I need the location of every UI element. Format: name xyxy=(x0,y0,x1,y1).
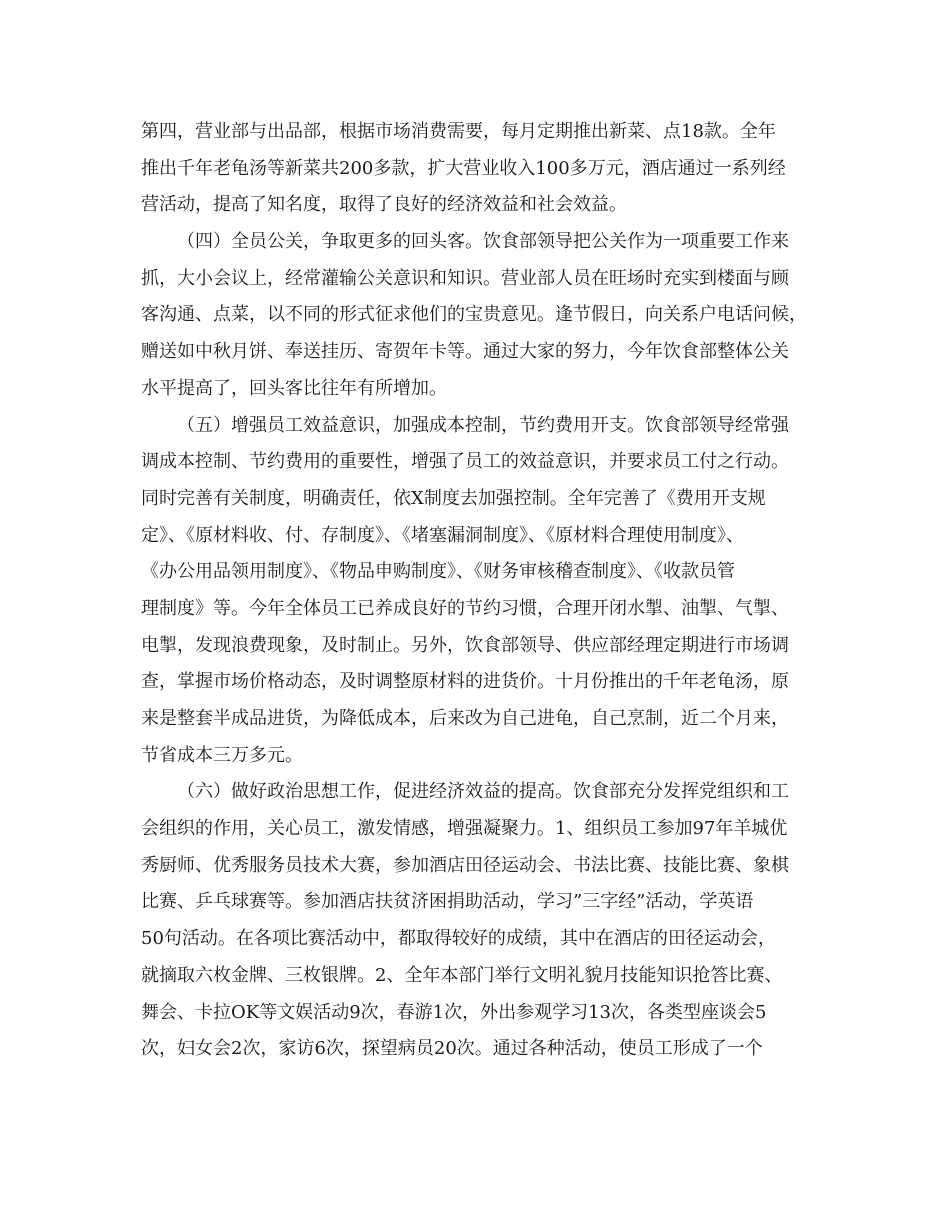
text-line: 50句活动。在各项比赛活动中，都取得较好的成绩，其中在酒店的田径运动会， xyxy=(141,928,776,950)
text-line: 《办公用品领用制度》、《物品申购制度》、《财务审核稽查制度》、《收款员管 xyxy=(141,561,735,583)
text-line: 舞会、卡拉OK等文娱活动9次，春游1次，外出参观学习13次，各类型座谈会5 xyxy=(141,1001,767,1023)
text-line: 赠送如中秋月饼、奉送挂历、寄贺年卡等。通过大家的努力，今年饮食部整体公关 xyxy=(141,341,789,363)
text-line: 第四，营业部与出品部，根据市场消费需要，每月定期推出新菜、点18款。全年 xyxy=(141,121,776,142)
text-line: 电掣，发现浪费现象，及时制止。另外，饮食部领导、供应部经理定期进行市场调 xyxy=(141,634,789,656)
text-line: 节省成本三万多元。 xyxy=(141,744,303,766)
text-line: 就摘取六枚金牌、三枚银牌。2、全年本部门举行文明礼貌月技能知识抢答比赛、 xyxy=(141,964,783,986)
text-line: 定》、《原材料收、付、存制度》、《堵塞漏洞制度》、《原材料合理使用制度》、 xyxy=(141,524,744,546)
text-line: 次，妇女会2次，家访6次，探望病员20次。通过各种活动，使员工形成了一个 xyxy=(141,1038,763,1060)
document-body xyxy=(141,114,831,1068)
paragraph-start-line: （四）全员公关，争取更多的回头客。饮食部领导把公关作为一项重要工作来 xyxy=(177,231,789,253)
text-line: 同时完善有关制度，明确责任，依X制度去加强控制。全年完善了《费用开支规 xyxy=(141,487,766,509)
text-line: 查，掌握市场价格动态，及时调整原材料的进货价。十月份推出的千年老龟汤，原 xyxy=(141,671,789,693)
paragraph-start-line: （五）增强员工效益意识，加强成本控制，节约费用开支。饮食部领导经常强 xyxy=(177,414,789,436)
text-line: 秀厨师、优秀服务员技术大赛，参加酒店田径运动会、书法比赛、技能比赛、象棋 xyxy=(141,854,789,876)
text-line: 水平提高了，回头客比往年有所增加。 xyxy=(141,377,447,399)
text-line: 推出千年老龟汤等新菜共200多款，扩大营业收入100多万元，酒店通过一系列经 xyxy=(141,157,786,179)
text-line: 会组织的作用，关心员工，激发情感，增强凝聚力。1、组织员工参加97年羊城优 xyxy=(141,818,788,840)
text-line: 营活动，提高了知名度，取得了良好的经济效益和社会效益。 xyxy=(141,194,627,216)
text-line: 理制度》等。今年全体员工已养成良好的节约习惯，合理开闭水掣、油掣、气掣、 xyxy=(141,597,789,619)
text-line: 比赛、乒乓球赛等。参加酒店扶贫济困捐助活动，学习”三字经”活动，学英语 xyxy=(141,891,754,913)
text-line: 客沟通、点菜，以不同的形式征求他们的宝贵意见。逢节假日，向关系户电话问候， xyxy=(141,304,807,326)
paragraph-start-line: （六）做好政治思想工作，促进经济效益的提高。饮食部充分发挥党组织和工 xyxy=(177,781,789,803)
text-line: 来是整套半成品进货，为降低成本，后来改为自己进龟，自己烹制，近二个月来， xyxy=(141,708,789,729)
text-line: 调成本控制、节约费用的重要性，增强了员工的效益意识，并要求员工付之行动。 xyxy=(141,451,789,473)
text-line: 抓，大小会议上，经常灌输公关意识和知识。营业部人员在旺场时充实到楼面与顾 xyxy=(141,267,789,289)
